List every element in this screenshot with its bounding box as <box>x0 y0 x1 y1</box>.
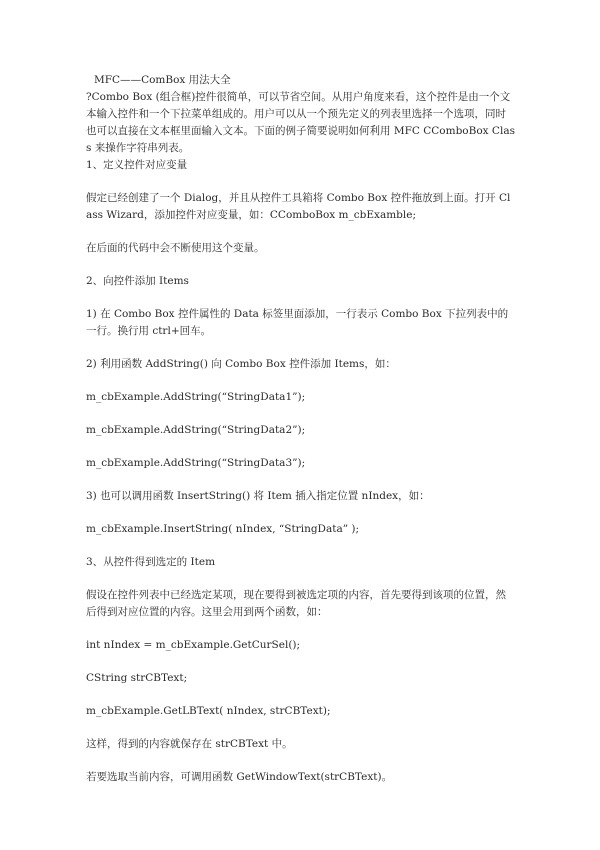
section-2-code-line-4: m_cbExample.InsertString( nIndex, “StringData” ); <box>86 523 360 535</box>
section-2-paragraph-1: 1) 在 Combo Box 控件属性的 Data 标签里面添加，一行表示 Combo Box 下拉列表中的一行。换行用 ctrl+回车。 <box>86 308 509 337</box>
section-2-paragraph-3: 3) 也可以调用函数 InsertString() 将 Item 插入指定位置 nIndex，如： <box>86 490 430 502</box>
section-3-paragraph-1: 假设在控件列表中已经选定某项，现在要得到被选定项的内容，首先要得到该项的位置，然后得到对应位置的内容。这里会用到两个函数，如： <box>86 589 506 618</box>
section-2-paragraph-2: 2) 利用函数 AddString() 向 Combo Box 控件添加 Items，如： <box>86 358 396 370</box>
section-2-heading: 2、向控件添加 Items <box>86 275 189 287</box>
document-body <box>86 72 516 786</box>
intro-paragraph: ?Combo Box (组合框)控件很简单，可以节省空间。从用户角度来看，这个控件是由一个文本输入控件和一个下拉菜单组成的。用户可以从一个预先定义的列表里选择一个选项，同时也可以直接在文本框里面输入文本。下面的例子简要说明如何利用 MFC CComboBox Class 来操作字符串列表。 <box>86 91 515 154</box>
section-3-code-line-2: CString strCBText; <box>86 672 188 684</box>
section-3-code-line-1: int nIndex = m_cbExample.GetCurSel(); <box>86 639 301 651</box>
section-1-paragraph-1: 假定已经创建了一个 Dialog，并且从控件工具箱将 Combo Box 控件拖放到上面。打开 Class Wizard，添加控件对应变量，如：CComboBox m_cbExamble; <box>86 192 511 221</box>
section-2-code-line-1: m_cbExample.AddString(“StringData1”); <box>86 391 306 403</box>
section-1-paragraph-2: 在后面的代码中会不断使用这个变量。 <box>86 242 265 254</box>
section-3-paragraph-2: 这样，得到的内容就保存在 strCBText 中。 <box>86 738 293 750</box>
section-2-code-line-2: m_cbExample.AddString(“StringData2”); <box>86 424 306 436</box>
section-3-paragraph-3: 若要选取当前内容，可调用函数 GetWindowText(strCBText)。 <box>86 771 393 783</box>
document-title: MFC——ComBox 用法大全 <box>94 74 231 86</box>
section-3-heading: 3、从控件得到选定的 Item <box>86 556 216 568</box>
section-3-code-line-3: m_cbExample.GetLBText( nIndex, strCBText); <box>86 705 331 717</box>
section-1-heading: 1、定义控件对应变量 <box>86 159 188 171</box>
section-2-code-line-3: m_cbExample.AddString(“StringData3”); <box>86 457 306 469</box>
